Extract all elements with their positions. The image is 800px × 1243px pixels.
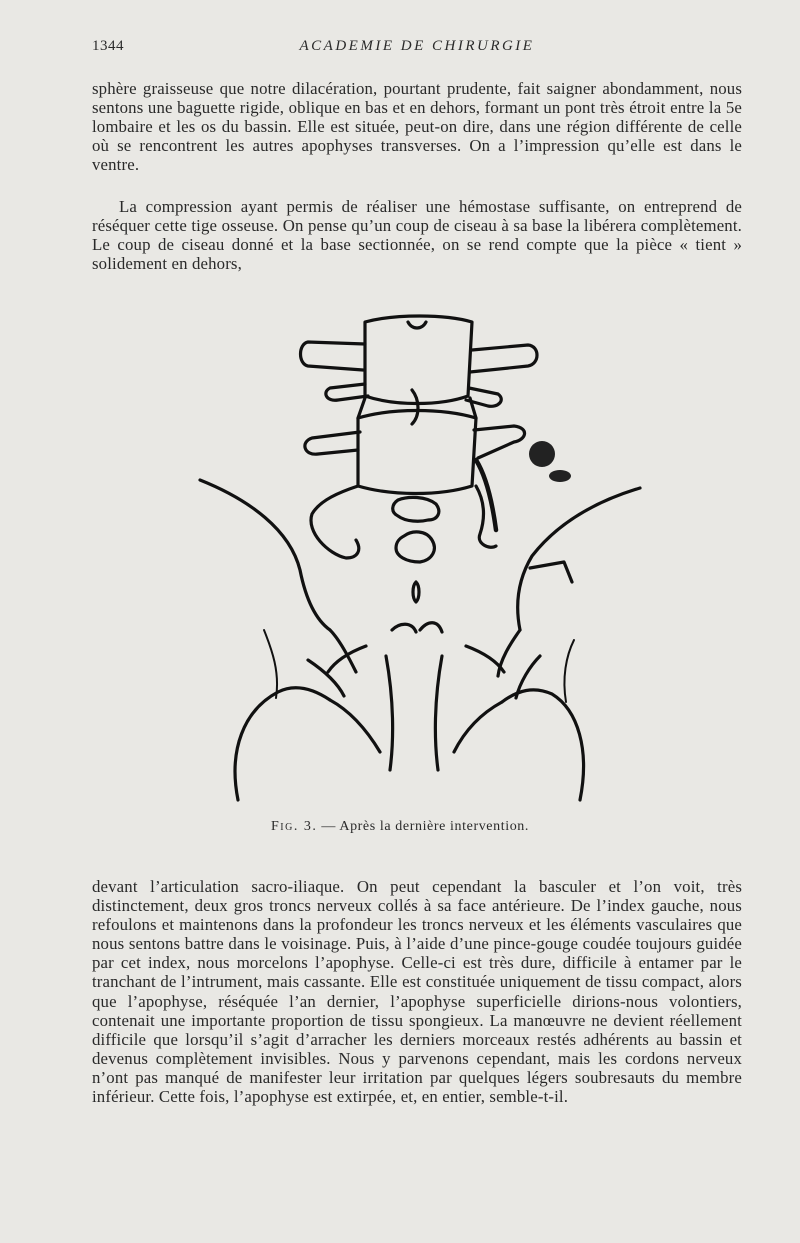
body-paragraph-1: sphère graisseuse que notre dilacération, pourtant prudente, fait saigner abondamment, nous sentons une baguette rigide, oblique en bas et en dehors, formant un pont très étroit entre la 5e lombaire et les os du bassin. Elle est située, peut-on dire, dans une région différente de celle où se rencontrent les autres apophyses transverses. On a l’impression qu’elle est dans le ventre. [92,79,742,175]
figure-3 [180,300,660,810]
figure-label: Fig. 3. [270,819,318,834]
figure-caption [0,819,800,835]
body-paragraph-2: La compression ayant permis de réaliser une hémostase suffisante, on entreprend de réséquer cette tige osseuse. On pense qu’un coup de ciseau à sa base la libérera complètement. Le coup de ciseau donné et la base sectionnée, on se rend compte que la pièce « tient » solidement en dehors, [92,197,742,274]
page-header [92,38,742,58]
lumbosacral-spine-drawing [180,300,660,810]
body-paragraph-3: devant l’articulation sacro-iliaque. On peut cependant la basculer et l’on voit, très distinctement, deux gros troncs nerveux collés à sa face antérieure. De l’index gauche, nous refoulons et maintenons dans la profondeur les troncs nerveux et les éléments vasculaires que nous sentons battre dans le voisinage. Puis, à l’aide d’une pince-gouge coudée toujours guidée par cet index, nous morcelons l’apophyse. Celle-ci est très dure, difficile à entamer par le tranchant de l’intrument, mais cassante. Elle est constituée uniquement de tissu compact, alors que l’apophyse, réséquée l’an dernier, l’apophyse superficielle dirions-nous volontiers, contenait une importante proportion de tissu spongieux. La manœuvre ne devient réellement difficile que lorsqu’il s’agit d’arracher les derniers morceaux restés adhérents au bassin et devenus complètement invisibles. Nous y parvenons cependant, mais les cordons nerveux n’ont pas manqué de manifester leur irritation par quelques légers soubresauts du membre inférieur. Cette fois, l’apophyse est extirpée, et, en entier, semble-t-il. [92,877,742,1107]
figure-caption-text: — Après la dernière intervention. [317,819,529,834]
page-number: 1344 [92,38,124,54]
running-title: ACADEMIE DE CHIRURGIE [299,38,535,54]
